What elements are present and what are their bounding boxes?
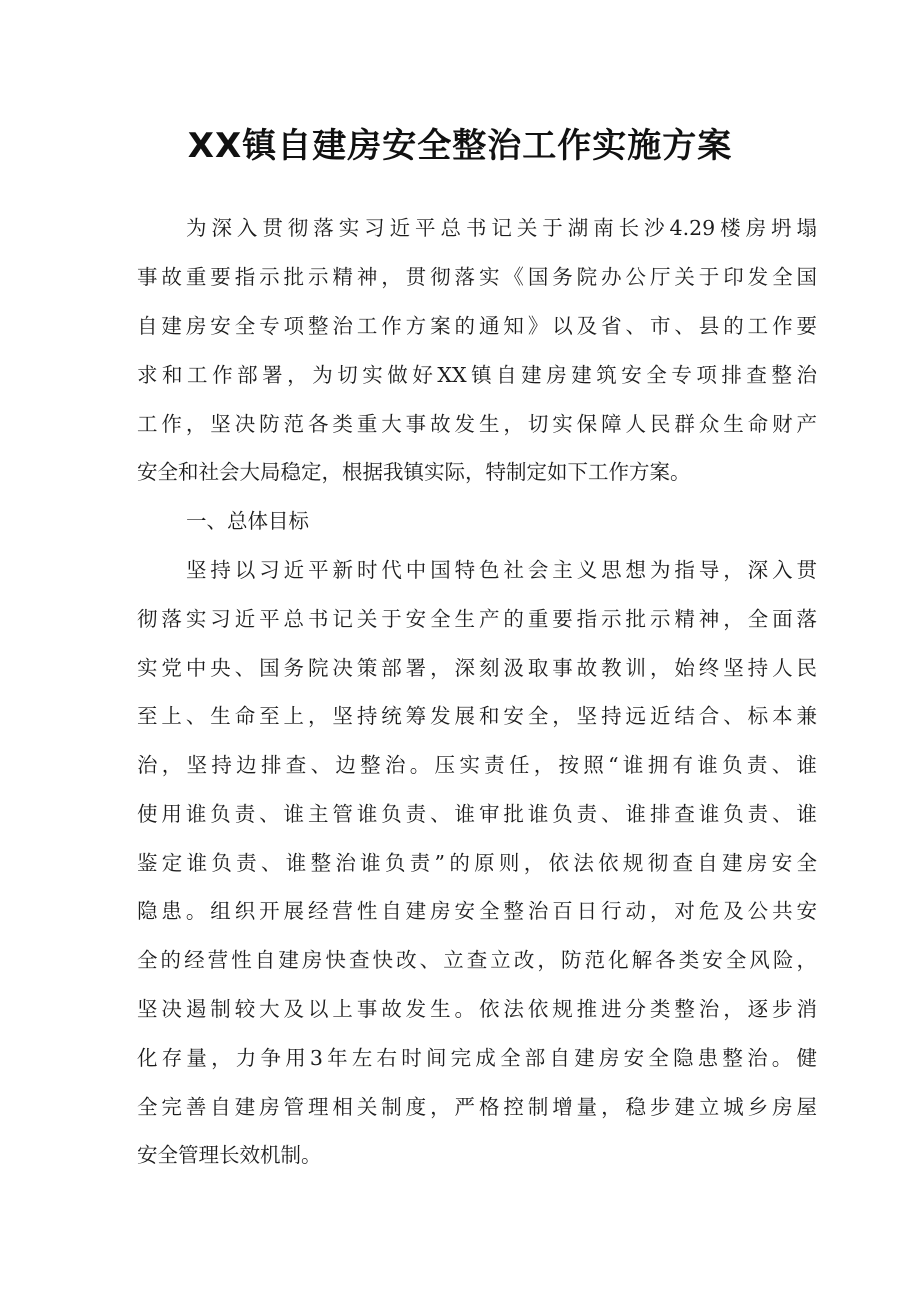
paragraph-2-line-8: 隐患。组织开展经营性自建房安全整治百日行动，对危及公共安 <box>137 899 817 923</box>
paragraph-2-line-9: 全的经营性自建房快查快改、立查立改，防范化解各类安全风险， <box>137 948 817 972</box>
paragraph-2-line-11: 化存量，力争用3年左右时间完成全部自建房安全隐患整治。健 <box>137 1046 817 1070</box>
paragraph-1-line-3: 自建房安全专项整治工作方案的通知》以及省、市、县的工作要 <box>137 314 817 338</box>
paragraph-2-line-5: 治，坚持边排查、边整治。压实责任，按照“谁拥有谁负责、谁 <box>137 753 817 777</box>
paragraph-2-line-12: 全完善自建房管理相关制度，严格控制增量，稳步建立城乡房屋 <box>137 1095 817 1119</box>
section-heading: 一、总体目标 <box>186 509 309 533</box>
paragraph-2-line-7: 鉴定谁负责、谁整治谁负责”的原则，依法依规彻查自建房安全 <box>137 851 817 875</box>
paragraph-1-line-1: 为深入贯彻落实习近平总书记关于湖南长沙4.29楼房坍塌 <box>186 216 817 240</box>
paragraph-1-line-6: 安全和社会大局稳定，根据我镇实际，特制定如下工作方案。 <box>137 460 691 484</box>
paragraph-2-line-10: 坚决遏制较大及以上事故发生。依法依规推进分类整治，逐步消 <box>137 997 817 1021</box>
paragraph-1-line-2: 事故重要指示批示精神，贯彻落实《国务院办公厅关于印发全国 <box>137 265 817 289</box>
document-title: XX镇自建房安全整治工作实施方案 <box>187 126 733 166</box>
paragraph-1-line-5: 工作，坚决防范各类重大事故发生，切实保障人民群众生命财产 <box>137 412 817 436</box>
paragraph-1-line-4: 求和工作部署，为切实做好XX镇自建房建筑安全专项排查整治 <box>137 363 817 387</box>
paragraph-2-line-6: 使用谁负责、谁主管谁负责、谁审批谁负责、谁排查谁负责、谁 <box>137 802 817 826</box>
paragraph-2-line-2: 彻落实习近平总书记关于安全生产的重要指示批示精神，全面落 <box>137 607 817 631</box>
paragraph-2-line-3: 实党中央、国务院决策部署，深刻汲取事故教训，始终坚持人民 <box>137 656 817 680</box>
paragraph-2-line-13: 安全管理长效机制。 <box>137 1143 322 1167</box>
paragraph-2-line-4: 至上、生命至上，坚持统筹发展和安全，坚持远近结合、标本兼 <box>137 704 817 728</box>
paragraph-2-line-1: 坚持以习近平新时代中国特色社会主义思想为指导，深入贯 <box>186 558 817 582</box>
